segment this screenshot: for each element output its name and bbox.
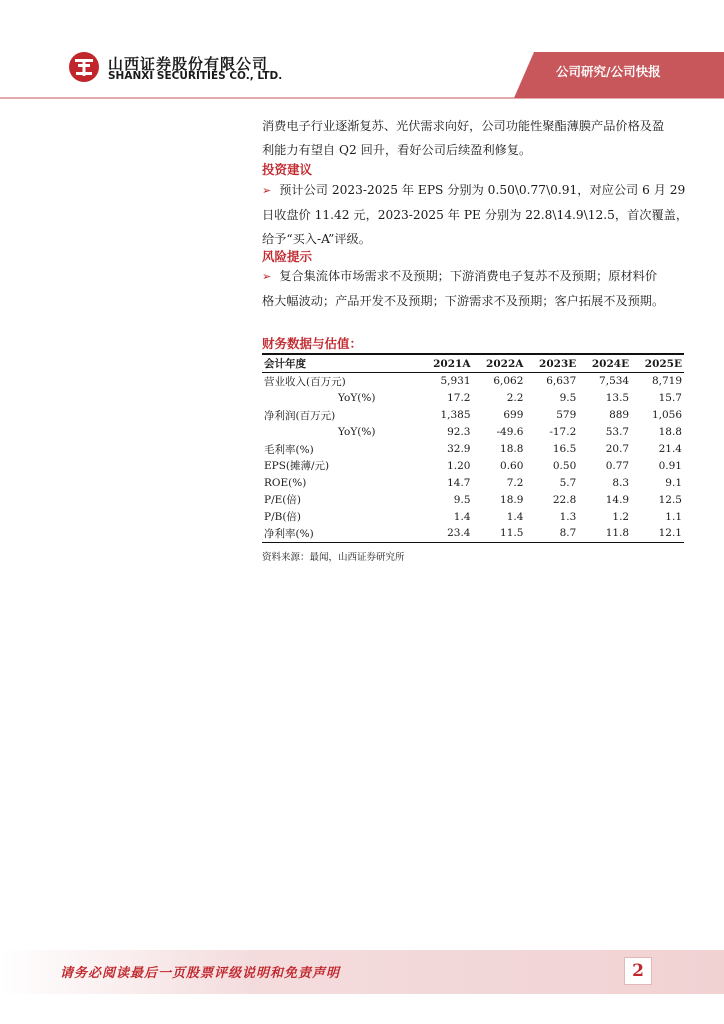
header-cell: 2025E [631, 354, 684, 373]
table-cell: 18.8 [658, 426, 682, 439]
table-cell: 14.9 [605, 493, 630, 506]
table-cell: 1,385 [440, 409, 471, 422]
table-cell: 1.3 [559, 510, 577, 523]
table-cell: 5,931 [440, 375, 471, 388]
table-row [262, 474, 684, 491]
table-cell: 6,637 [546, 375, 577, 388]
investment-paragraph [262, 178, 689, 251]
header-cell: 会计年度 [262, 354, 420, 373]
header-cell: 2024E [578, 354, 631, 373]
header-cell: 2022A [473, 354, 526, 373]
risk-line-1: 复合集流体市场需求不及预期；下游消费电子复苏不及预期；原材料价 [279, 269, 658, 283]
risk-paragraph [262, 264, 682, 313]
investment-line-3: 给予“买入-A”评级。 [262, 232, 371, 246]
table-cell: 1.4 [453, 510, 471, 523]
table-cell: 12.1 [631, 525, 684, 542]
bullet-arrow-icon: ➢ [262, 184, 272, 197]
table-cell: 23.4 [420, 525, 473, 542]
table-cell: 15.7 [658, 392, 682, 405]
table-source: 资料来源：最闻，山西证券研究所 [262, 552, 405, 563]
investment-heading: 投资建议 [262, 162, 313, 177]
row-label: 营业收入(百万元) [264, 375, 346, 388]
intro-line-1: 消费电子行业逐渐复苏、光伏需求向好，公司功能性聚酯薄膜产品价格及盈 [262, 119, 665, 133]
row-label: EPS(摊薄/元) [264, 460, 330, 473]
table-cell: 13.5 [605, 392, 630, 405]
table-cell: 6,062 [493, 375, 524, 388]
table-row [262, 508, 684, 525]
company-name-en: SHANXI SECURITIES CO., LTD. [108, 70, 283, 82]
risk-line-2: 格大幅波动；产品开发不及预期；下游需求不及预期；客户拓展不及预期。 [262, 294, 665, 308]
table-row [262, 373, 684, 390]
table-cell: 12.5 [658, 493, 682, 506]
row-label: 毛利率(%) [264, 443, 314, 456]
table-cell: 1,056 [651, 409, 682, 422]
table-cell: 32.9 [447, 443, 471, 455]
row-label: P/E(倍) [264, 494, 301, 507]
row-label: 净利率(%) [262, 525, 420, 542]
table-cell: 1.20 [447, 459, 471, 472]
table-row [262, 491, 684, 508]
table-cell: 699 [503, 409, 524, 422]
table-row [262, 457, 684, 474]
header-red-band [0, 0, 724, 100]
row-label: 净利润(百万元) [264, 409, 336, 422]
table-cell: 17.2 [447, 392, 471, 405]
investment-line-1: 预计公司 2023-2025 年 EPS 分别为 0.50\0.77\0.91，对应公司 6 月 29 [279, 183, 686, 197]
page-header [0, 0, 724, 100]
investment-line-2: 日收盘价 11.42 元，2023-2025 年 PE 分别为 22.8\14.9\12.5，首次覆盖， [262, 208, 689, 222]
table-cell: 7,534 [599, 375, 630, 388]
table-cell: 18.8 [500, 443, 524, 455]
table-cell: 7.2 [506, 476, 524, 489]
table-cell: 8,719 [651, 375, 682, 388]
table-cell: 20.7 [605, 443, 630, 455]
table-cell: 18.9 [500, 493, 524, 506]
table-cell: 22.8 [552, 493, 577, 506]
row-label: ROE(%) [264, 476, 307, 489]
table-title: 财务数据与估值： [262, 336, 363, 351]
header-cell: 2021A [420, 354, 473, 373]
company-logo-icon [68, 51, 100, 83]
row-label: YoY(%) [338, 392, 376, 405]
company-name-cn: 山西证券股份有限公司 [108, 55, 269, 73]
table-cell: 1.4 [506, 510, 524, 523]
footer-disclaimer: 请务必阅读最后一页股票评级说明和免责声明 [60, 966, 341, 981]
table-cell: 1.2 [612, 510, 630, 523]
table-cell: 9.5 [453, 493, 471, 506]
table-cell: 53.7 [605, 426, 630, 439]
table-cell: 14.7 [447, 476, 471, 489]
table-cell: 92.3 [447, 426, 471, 439]
table-cell: 579 [556, 409, 577, 422]
table-cell: 5.7 [559, 476, 577, 489]
table-cell: 0.50 [552, 459, 577, 472]
table-row [262, 441, 684, 458]
table-cell: 8.3 [612, 476, 630, 489]
table-cell: 8.7 [525, 525, 578, 542]
table-cell: 0.60 [500, 459, 524, 472]
table-cell: 16.5 [552, 443, 577, 455]
table-cell: 21.4 [658, 443, 682, 455]
table-cell: 1.1 [665, 510, 682, 523]
table-cell: 11.5 [473, 525, 526, 542]
table-row [262, 390, 684, 407]
bullet-arrow-icon: ➢ [262, 270, 272, 283]
row-label: P/B(倍) [264, 511, 302, 524]
table-cell: 11.8 [578, 525, 631, 542]
intro-line-2: 利能力有望自 Q2 回升，看好公司后续盈利修复。 [262, 143, 532, 157]
table-row [262, 525, 684, 542]
table-cell: 0.77 [605, 459, 630, 472]
table-header-row [262, 354, 684, 373]
financial-table [262, 353, 684, 543]
table-cell: 889 [609, 409, 630, 422]
table-cell: -17.2 [549, 426, 577, 439]
table-row [262, 424, 684, 441]
table-cell: 2.2 [506, 392, 524, 405]
header-cell: 2023E [525, 354, 578, 373]
row-label: YoY(%) [338, 426, 376, 439]
table-cell: -49.6 [496, 426, 524, 439]
section-tag: 公司研究/公司快报 [556, 64, 661, 79]
table-cell: 9.5 [559, 392, 577, 405]
page-number: 2 [632, 961, 644, 981]
table-cell: 0.91 [658, 459, 682, 472]
intro-paragraph [262, 114, 682, 162]
risk-heading: 风险提示 [262, 249, 313, 264]
table-cell: 9.1 [665, 476, 682, 489]
table-row [262, 407, 684, 424]
